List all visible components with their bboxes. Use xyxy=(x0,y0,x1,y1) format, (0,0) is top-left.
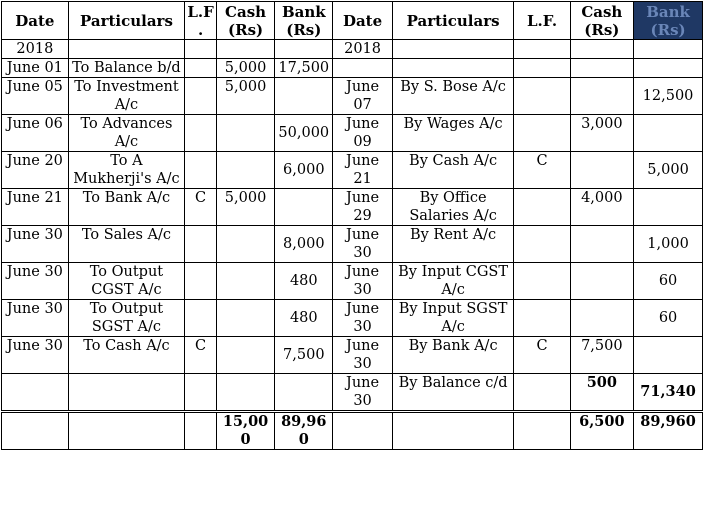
left-lf-cell xyxy=(185,59,217,78)
right-particulars-cell xyxy=(392,59,514,78)
left-lf-cell xyxy=(185,226,217,263)
left-particulars-cell: To Investment A/c xyxy=(68,78,184,115)
right-date-cell: June 30 xyxy=(333,337,392,374)
left-bank-total: 89,960 xyxy=(275,412,333,450)
left-bank-cell: 6,000 xyxy=(275,152,333,189)
right-cash-cell xyxy=(570,226,634,263)
right-date-cell: June 21 xyxy=(333,152,392,189)
right-bank-cell xyxy=(634,59,703,78)
left-cash-cell xyxy=(216,374,274,412)
empty-cell xyxy=(514,412,570,450)
empty-cell xyxy=(216,40,274,59)
left-bank-cell xyxy=(275,189,333,226)
empty-cell xyxy=(185,40,217,59)
right-particulars-cell: By Input SGST A/c xyxy=(392,300,514,337)
left-particulars-cell: To Sales A/c xyxy=(68,226,184,263)
left-cash-cell xyxy=(216,263,274,300)
left-bank-cell: 480 xyxy=(275,300,333,337)
left-date-cell xyxy=(2,374,69,412)
right-cash-cell xyxy=(570,152,634,189)
right-particulars-cell: By S. Bose A/c xyxy=(392,78,514,115)
left-cash-cell: 5,000 xyxy=(216,189,274,226)
cash-book-table xyxy=(1,1,703,450)
right-bank-cell: 60 xyxy=(634,263,703,300)
right-cash-cell: 3,000 xyxy=(570,115,634,152)
right-bank-cell: 60 xyxy=(634,300,703,337)
ledger-row xyxy=(2,152,703,189)
left-particulars-cell: To Bank A/c xyxy=(68,189,184,226)
left-cash-cell xyxy=(216,337,274,374)
left-bank-cell: 480 xyxy=(275,263,333,300)
left-particulars-cell: To Output CGST A/c xyxy=(68,263,184,300)
year-row xyxy=(2,40,703,59)
left-date-cell: June 30 xyxy=(2,337,69,374)
left-date-cell: June 20 xyxy=(2,152,69,189)
right-cash-total: 6,500 xyxy=(570,412,634,450)
right-lf-header: L.F. xyxy=(514,2,570,40)
ledger-row xyxy=(2,263,703,300)
right-year-cell: 2018 xyxy=(333,40,392,59)
right-bank-cell: 1,000 xyxy=(634,226,703,263)
right-bank-header-label: Bank (Rs) xyxy=(646,2,690,39)
left-cash-header: Cash (Rs) xyxy=(216,2,274,40)
right-date-cell: June 30 xyxy=(333,226,392,263)
left-lf-cell xyxy=(185,152,217,189)
left-date-header: Date xyxy=(2,2,69,40)
left-lf-cell xyxy=(185,115,217,152)
right-cash-cell xyxy=(570,263,634,300)
right-date-cell: June 30 xyxy=(333,374,392,412)
right-date-cell: June 30 xyxy=(333,263,392,300)
left-lf-cell xyxy=(185,300,217,337)
left-particulars-cell: To Balance b/d xyxy=(68,59,184,78)
right-bank-cell xyxy=(634,337,703,374)
right-particulars-cell: By Cash A/c xyxy=(392,152,514,189)
left-bank-cell xyxy=(275,374,333,412)
empty-cell xyxy=(392,40,514,59)
left-year-cell: 2018 xyxy=(2,40,69,59)
empty-cell xyxy=(2,412,69,450)
left-particulars-header: Particulars xyxy=(68,2,184,40)
left-cash-total: 15,000 xyxy=(216,412,274,450)
right-cash-cell xyxy=(570,300,634,337)
left-bank-cell: 7,500 xyxy=(275,337,333,374)
right-cash-cell xyxy=(570,59,634,78)
left-cash-cell xyxy=(216,115,274,152)
left-cash-cell xyxy=(216,152,274,189)
ledger-body xyxy=(2,40,703,412)
right-particulars-cell: By Balance c/d xyxy=(392,374,514,412)
ledger-row xyxy=(2,59,703,78)
right-cash-cell: 7,500 xyxy=(570,337,634,374)
right-date-cell: June 09 xyxy=(333,115,392,152)
left-lf-cell xyxy=(185,78,217,115)
right-particulars-cell: By Wages A/c xyxy=(392,115,514,152)
ledger-row xyxy=(2,78,703,115)
right-particulars-cell: By Office Salaries A/c xyxy=(392,189,514,226)
left-date-cell: June 01 xyxy=(2,59,69,78)
right-particulars-cell: By Rent A/c xyxy=(392,226,514,263)
header-row xyxy=(2,2,703,40)
left-cash-cell: 5,000 xyxy=(216,78,274,115)
left-lf-header: L.F. xyxy=(185,2,217,40)
right-lf-cell: C xyxy=(514,337,570,374)
left-particulars-cell: To Advances A/c xyxy=(68,115,184,152)
right-bank-cell: 71,340 xyxy=(634,374,703,412)
left-particulars-cell: To Cash A/c xyxy=(68,337,184,374)
ledger-row xyxy=(2,337,703,374)
ledger-row xyxy=(2,189,703,226)
left-particulars-cell xyxy=(68,374,184,412)
right-cash-header: Cash (Rs) xyxy=(570,2,634,40)
right-lf-cell xyxy=(514,189,570,226)
ledger-row xyxy=(2,226,703,263)
right-lf-cell: C xyxy=(514,152,570,189)
right-cash-cell: 4,000 xyxy=(570,189,634,226)
totals-row xyxy=(2,412,703,450)
right-particulars-cell: By Bank A/c xyxy=(392,337,514,374)
empty-cell xyxy=(68,412,184,450)
right-bank-cell: 5,000 xyxy=(634,152,703,189)
right-lf-cell xyxy=(514,115,570,152)
empty-cell xyxy=(392,412,514,450)
right-bank-header xyxy=(634,2,703,40)
left-date-cell: June 30 xyxy=(2,226,69,263)
left-lf-cell xyxy=(185,263,217,300)
right-cash-cell: 500 xyxy=(570,374,634,412)
right-bank-cell xyxy=(634,189,703,226)
empty-cell xyxy=(275,40,333,59)
right-lf-cell xyxy=(514,300,570,337)
empty-cell xyxy=(333,412,392,450)
left-cash-cell xyxy=(216,300,274,337)
empty-cell xyxy=(514,40,570,59)
ledger-row xyxy=(2,300,703,337)
left-bank-header: Bank (Rs) xyxy=(275,2,333,40)
left-cash-cell xyxy=(216,226,274,263)
right-particulars-cell: By Input CGST A/c xyxy=(392,263,514,300)
right-bank-cell: 12,500 xyxy=(634,78,703,115)
ledger-row xyxy=(2,115,703,152)
empty-cell xyxy=(68,40,184,59)
right-date-cell xyxy=(333,59,392,78)
empty-cell xyxy=(570,40,634,59)
left-bank-cell: 8,000 xyxy=(275,226,333,263)
right-date-cell: June 30 xyxy=(333,300,392,337)
right-date-cell: June 29 xyxy=(333,189,392,226)
left-date-cell: June 21 xyxy=(2,189,69,226)
ledger-row xyxy=(2,374,703,412)
left-bank-cell xyxy=(275,78,333,115)
right-lf-cell xyxy=(514,78,570,115)
right-lf-cell xyxy=(514,59,570,78)
left-date-cell: June 06 xyxy=(2,115,69,152)
right-date-header: Date xyxy=(333,2,392,40)
right-lf-cell xyxy=(514,226,570,263)
left-particulars-cell: To A Mukherji's A/c xyxy=(68,152,184,189)
left-date-cell: June 30 xyxy=(2,300,69,337)
empty-cell xyxy=(185,412,217,450)
right-lf-cell xyxy=(514,263,570,300)
left-lf-cell xyxy=(185,374,217,412)
right-lf-cell xyxy=(514,374,570,412)
right-particulars-header: Particulars xyxy=(392,2,514,40)
left-bank-cell: 17,500 xyxy=(275,59,333,78)
left-lf-cell: C xyxy=(185,337,217,374)
left-cash-cell: 5,000 xyxy=(216,59,274,78)
left-particulars-cell: To Output SGST A/c xyxy=(68,300,184,337)
left-date-cell: June 30 xyxy=(2,263,69,300)
left-bank-cell: 50,000 xyxy=(275,115,333,152)
right-bank-cell xyxy=(634,115,703,152)
right-date-cell: June 07 xyxy=(333,78,392,115)
right-cash-cell xyxy=(570,78,634,115)
empty-cell xyxy=(634,40,703,59)
left-lf-cell: C xyxy=(185,189,217,226)
right-bank-total: 89,960 xyxy=(634,412,703,450)
left-date-cell: June 05 xyxy=(2,78,69,115)
